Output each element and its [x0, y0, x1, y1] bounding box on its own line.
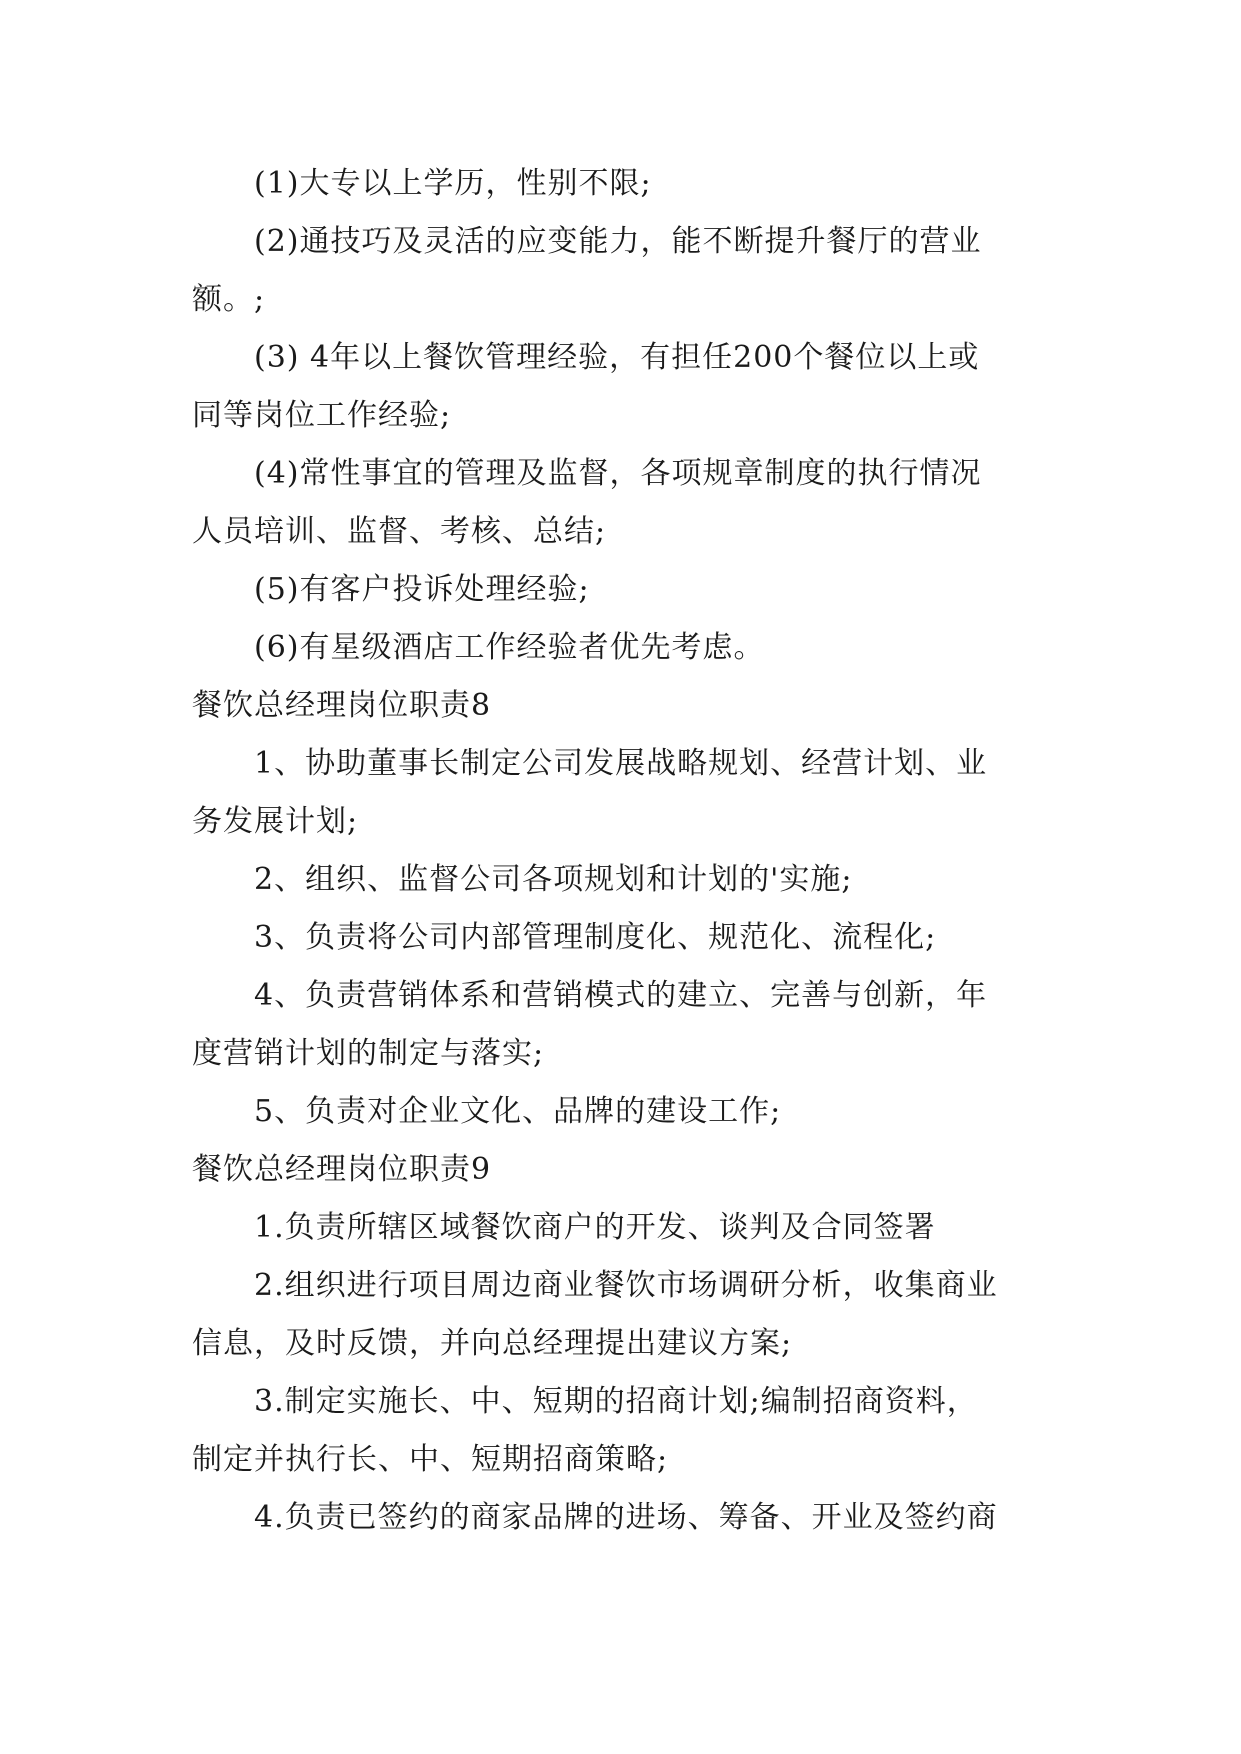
list-item: (4)常性事宜的管理及监督，各项规章制度的执行情况 [254, 456, 982, 491]
list-item: 4.负责已签约的商家品牌的进场、筹备、开业及签约商 [254, 1500, 998, 1535]
list-item-continuation: 务发展计划; [192, 804, 359, 839]
section-heading: 餐饮总经理岗位职责8 [192, 688, 492, 723]
list-item: 2、组织、监督公司各项规划和计划的'实施; [254, 862, 853, 897]
list-item-continuation: 人员培训、监督、考核、总结; [192, 514, 607, 549]
list-item-continuation: 度营销计划的制定与落实; [192, 1036, 545, 1071]
list-item-continuation: 同等岗位工作经验; [192, 398, 452, 433]
list-item: 4、负责营销体系和营销模式的建立、完善与创新，年 [254, 978, 988, 1013]
list-item: 2.组织进行项目周边商业餐饮市场调研分析，收集商业 [254, 1268, 998, 1303]
list-item: 3、负责将公司内部管理制度化、规范化、流程化; [254, 920, 937, 955]
list-item: (3) 4年以上餐饮管理经验，有担任200个餐位以上或 [254, 340, 980, 375]
list-item: 5、负责对企业文化、品牌的建设工作; [254, 1094, 782, 1129]
list-item: (2)通技巧及灵活的应变能力，能不断提升餐厅的营业 [254, 224, 982, 259]
list-item: 3.制定实施长、中、短期的招商计划;编制招商资料， [254, 1384, 978, 1419]
list-item: (1)大专以上学历，性别不限; [254, 166, 652, 201]
list-item-continuation: 额。; [192, 282, 266, 317]
list-item-continuation: 制定并执行长、中、短期招商策略; [192, 1442, 669, 1477]
list-item: (5)有客户投诉处理经验; [254, 572, 590, 607]
list-item: (6)有星级酒店工作经验者优先考虑。 [254, 630, 765, 665]
section-heading: 餐饮总经理岗位职责9 [192, 1152, 492, 1187]
list-item-continuation: 信息，及时反馈，并向总经理提出建议方案; [192, 1326, 793, 1361]
list-item: 1、协助董事长制定公司发展战略规划、经营计划、业 [254, 746, 988, 781]
list-item: 1.负责所辖区域餐饮商户的开发、谈判及合同签署 [254, 1210, 936, 1245]
